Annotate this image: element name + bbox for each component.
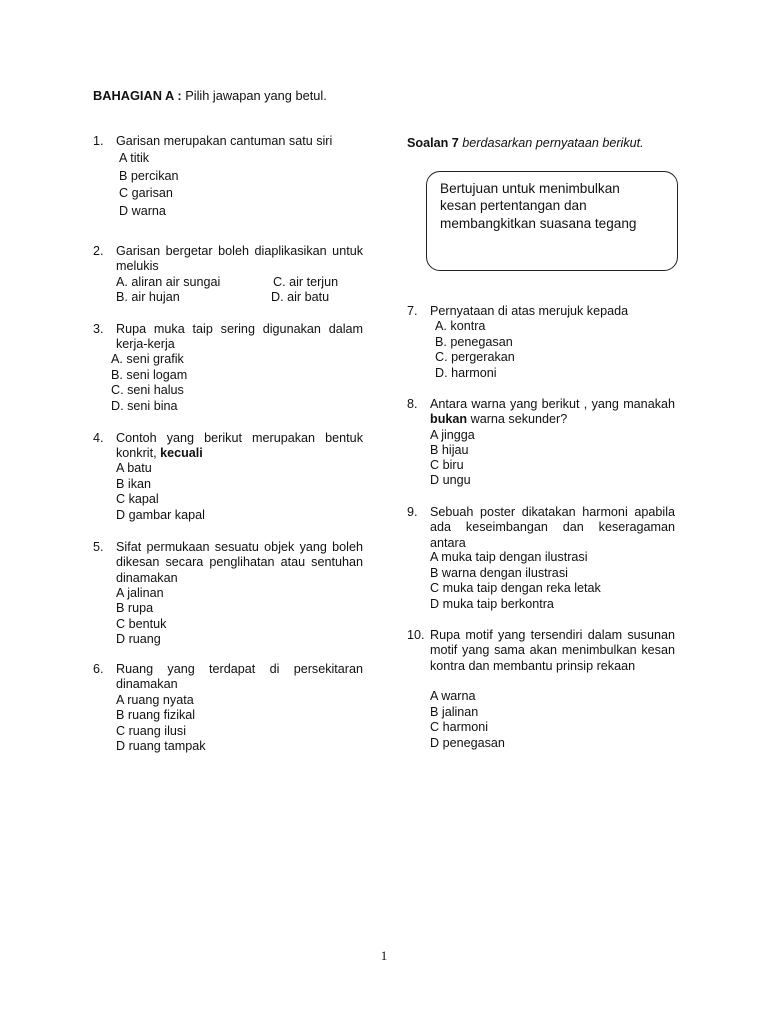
option-a: A ruang nyata <box>116 693 194 707</box>
question-stem: Rupa muka taip sering digunakan dalam kerja-kerja <box>116 322 363 352</box>
question-stem: Garisan merupakan cantuman satu siri <box>116 134 333 148</box>
option-c: C. air terjun <box>273 275 339 289</box>
option-c: C harmoni <box>430 720 489 734</box>
option-a: A titik <box>119 151 150 165</box>
question-number: 2. <box>93 244 104 258</box>
question-number: 7. <box>407 304 418 318</box>
question-stem: Sifat permukaan sesuatu objek yang boleh dikesan secara penglihatan atau sentuhan dinamakan <box>116 540 363 585</box>
soalan-label: Soalan 7 <box>407 136 459 150</box>
option-b: B jalinan <box>430 705 479 719</box>
option-c: C garisan <box>119 186 173 200</box>
option-b: B hijau <box>430 443 469 457</box>
question-number: 8. <box>407 397 418 411</box>
option-c: C. seni halus <box>111 383 184 397</box>
option-d: D penegasan <box>430 736 505 750</box>
option-d: D ruang <box>116 632 161 646</box>
option-a: A jingga <box>430 428 475 442</box>
option-c: C. pergerakan <box>435 350 515 364</box>
soalan-intro <box>407 136 644 150</box>
question-stem: Rupa motif yang tersendiri dalam susunan motif yang sama akan menimbulkan kesan kontra dan membantu prinsip rekaan <box>430 628 675 673</box>
page-number: 1 <box>380 948 388 963</box>
question-number: 5. <box>93 540 104 554</box>
question-number: 3. <box>93 322 104 336</box>
option-d: D muka taip berkontra <box>430 597 554 611</box>
question-stem: Ruang yang terdapat di persekitaran dinamakan <box>116 662 363 692</box>
option-a: A muka taip dengan ilustrasi <box>430 550 588 564</box>
option-c: C kapal <box>116 492 159 506</box>
option-d: D. harmoni <box>435 366 497 380</box>
option-b: B rupa <box>116 601 154 615</box>
section-header <box>93 88 327 103</box>
option-d: D gambar kapal <box>116 508 205 522</box>
option-a: A warna <box>430 689 476 703</box>
option-b: B ruang fizikal <box>116 708 196 722</box>
option-a: A. seni grafik <box>111 352 184 366</box>
option-d: D warna <box>119 204 166 218</box>
question-number: 10. <box>407 628 425 642</box>
question-stem: Pernyataan di atas merujuk kepada <box>430 304 629 318</box>
question-number: 6. <box>93 662 104 676</box>
question-stem-text: Contoh yang berikut merupakan bentuk konkrit, <box>116 431 363 461</box>
option-d: D ungu <box>430 473 471 487</box>
question-stem <box>116 431 363 462</box>
option-a: A batu <box>116 461 152 475</box>
section-instruction: Pilih jawapan yang betul. <box>185 88 327 103</box>
question-stem: Sebuah poster dikatakan harmoni apabila ada keseimbangan dan keseragaman antara <box>430 505 675 550</box>
option-b: B. seni logam <box>111 368 188 382</box>
option-b: B warna dengan ilustrasi <box>430 566 568 580</box>
question-stem-emphasis: kecuali <box>160 446 203 461</box>
option-c: C ruang ilusi <box>116 724 186 738</box>
option-d: D. seni bina <box>111 399 178 413</box>
question-stem <box>430 397 675 428</box>
statement-text: Bertujuan untuk menimbulkan kesan pertentangan dan membangkitkan suasana tegang <box>440 181 637 231</box>
option-c: C biru <box>430 458 464 472</box>
question-number: 1. <box>93 134 104 148</box>
option-c: C muka taip dengan reka letak <box>430 581 601 595</box>
soalan-instruction: berdasarkan pernyataan berikut. <box>462 136 644 150</box>
question-number: 9. <box>407 505 418 519</box>
option-b: B percikan <box>119 169 179 183</box>
question-stem-emphasis: bukan <box>430 412 468 427</box>
option-c: C bentuk <box>116 617 167 631</box>
option-a: A. kontra <box>435 319 486 333</box>
option-d: D ruang tampak <box>116 739 206 753</box>
option-a: A. aliran air sungai <box>116 275 221 289</box>
question-number: 4. <box>93 431 104 445</box>
section-label: BAHAGIAN A : <box>93 88 182 103</box>
option-b: B ikan <box>116 477 152 491</box>
question-stem-text: Antara warna yang berikut , yang manakah <box>430 397 675 411</box>
option-b: B. penegasan <box>435 335 513 349</box>
question-stem: Garisan bergetar boleh diaplikasikan untuk melukis <box>116 244 363 274</box>
option-b: B. air hujan <box>116 290 180 304</box>
question-stem-text-end: warna sekunder? <box>470 412 568 427</box>
option-a: A jalinan <box>116 586 164 600</box>
option-d: D. air batu <box>271 290 330 304</box>
